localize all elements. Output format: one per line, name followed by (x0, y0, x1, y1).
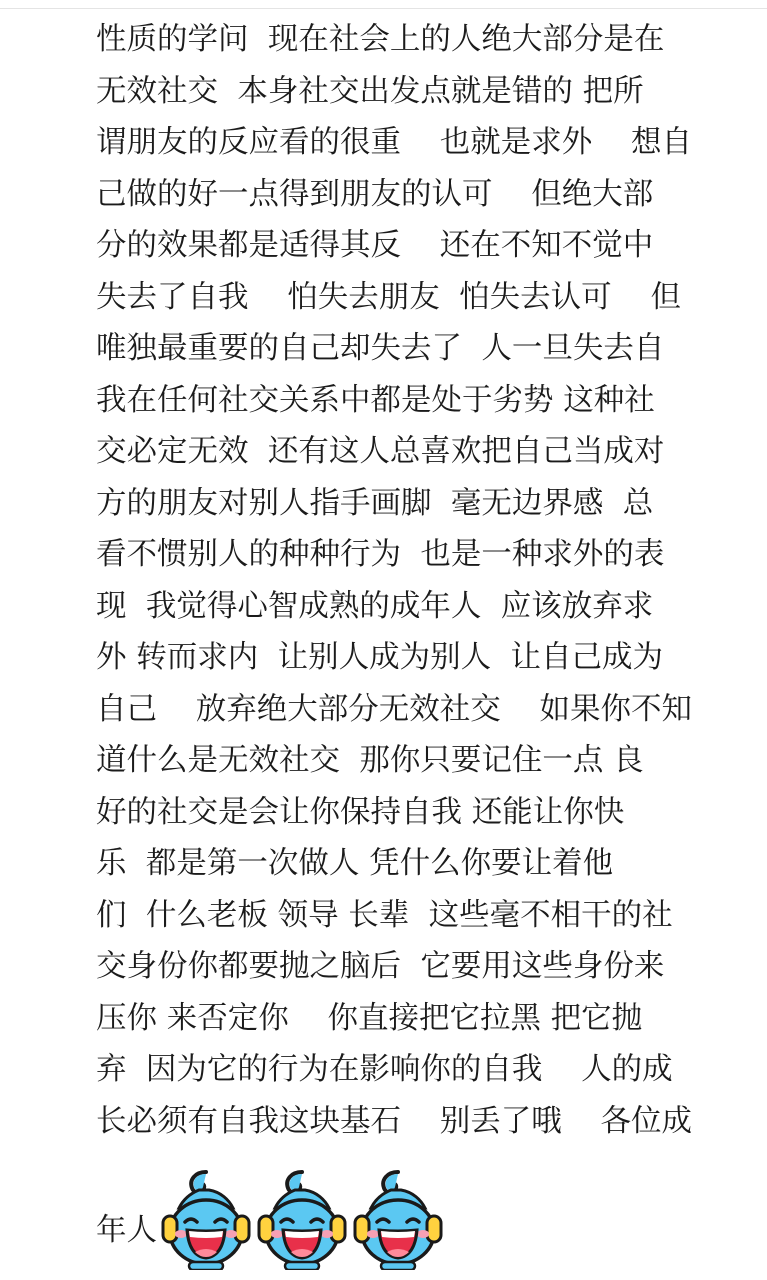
post-line: 们 什么老板 领导 长辈 这些毫不相干的社 (96, 897, 673, 933)
post-line: 外 转而求内 让别人成为别人 让自己成为 (96, 640, 663, 675)
post-line: 长必须有自我这块基石 别丢了哦 各位成 (96, 1103, 693, 1139)
post-line: 交必定无效 还有这人总喜欢把自己当成对 (96, 434, 665, 469)
post-line: 无效社交 本身社交出发点就是错的 把所 (96, 73, 644, 109)
laughing-blue-mascot-icon (351, 1170, 445, 1270)
post-line: 己做的好一点得到朋友的认可 但绝大部 (96, 176, 654, 212)
post-line: 自己 放弃绝大部分无效社交 如果你不知 (96, 691, 693, 727)
post-line: 失去了自我 怕失去朋友 怕失去认可 但 (96, 279, 681, 315)
post-last-row (96, 1170, 445, 1270)
post-line: 我在任何社交关系中都是处于劣势 这种社 (96, 382, 655, 418)
post-line: 谓朋友的反应看的很重 也就是求外 想自 (96, 125, 693, 160)
post-line: 看不惯别人的种种行为 也是一种求外的表 (96, 537, 665, 572)
post-line: 道什么是无效社交 那你只要记住一点 良 (96, 743, 644, 778)
post-line: 现 我觉得心智成熟的成年人 应该放弃求 (96, 588, 654, 624)
post-line: 压你 来否定你 你直接把它拉黑 把它抛 (96, 1000, 643, 1036)
post-body (96, 14, 736, 1147)
laughing-blue-mascot-icon (159, 1170, 253, 1270)
post-line: 交身份你都要抛之脑后 它要用这些身份来 (96, 949, 665, 984)
post-line: 分的效果都是适得其反 还在不知不觉中 (96, 228, 654, 263)
post-line: 弃 因为它的行为在影响你的自我 人的成 (96, 1052, 673, 1087)
post-line: 性质的学问 现在社会上的人绝大部分是在 (96, 22, 665, 57)
post-line: 唯独最重要的自己却失去了 人一旦失去自 (96, 331, 665, 366)
top-divider (0, 0, 767, 9)
post-last-line: 年人 (96, 1212, 157, 1248)
laughing-blue-mascot-icon (255, 1170, 349, 1270)
post-line: 方的朋友对别人指手画脚 毫无边界感 总 (96, 485, 654, 521)
post-line: 乐 都是第一次做人 凭什么你要让着他 (96, 846, 614, 881)
post-line: 好的社交是会让你保持自我 还能让你快 (96, 794, 625, 830)
